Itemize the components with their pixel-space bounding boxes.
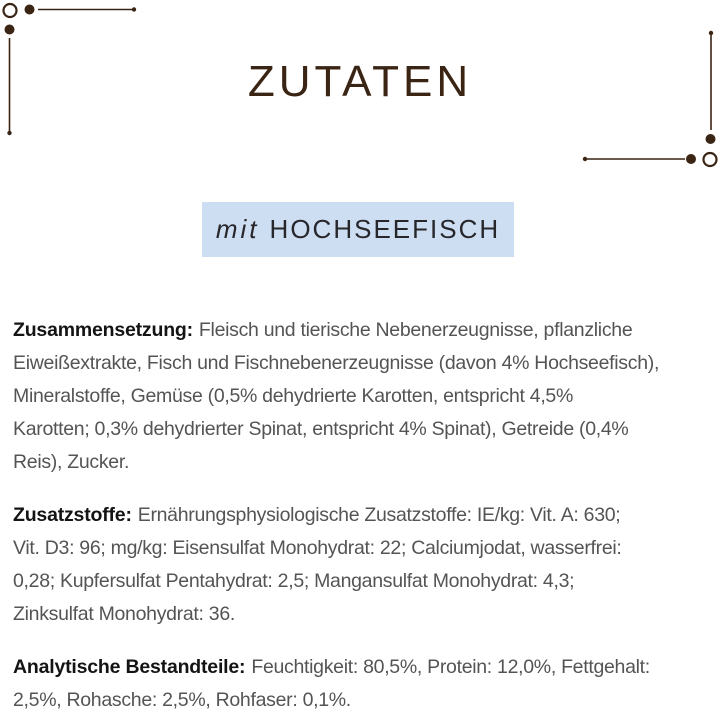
text-line: Vit. D3: 96; mg/kg: Eisensulfat Monohydrat: 22; Calciumjodat, wasserfrei:	[13, 537, 622, 559]
text-line: Reis), Zucker.	[13, 451, 130, 473]
text-line	[13, 651, 716, 684]
text-line: Karotten; 0,3% dehydrierter Spinat, entspricht 4% Spinat), Getreide (0,4%	[13, 418, 629, 440]
section-zusatzstoffe	[13, 499, 716, 631]
variant-badge	[202, 202, 514, 257]
text-span: Feuchtigkeit: 80,5%, Protein: 12,0%, Fettgehalt:	[251, 656, 650, 678]
section-label: Zusammensetzung:	[13, 319, 193, 341]
text-line	[13, 499, 716, 532]
badge-prefix: mit	[215, 214, 260, 244]
text-span: Ernährungsphysiologische Zusatzstoffe: IE/kg: Vit. A: 630;	[137, 504, 621, 526]
text-line: 2,5%, Rohasche: 2,5%, Rohfaser: 0,1%.	[13, 689, 351, 711]
text-line: Eiweißextrakte, Fisch und Fischnebenerzeugnisse (davon 4% Hochseefisch),	[13, 352, 660, 374]
section-label: Zusatzstoffe:	[13, 504, 132, 526]
ingredients-text	[13, 314, 716, 713]
text-span: Fleisch und tierische Nebenerzeugnisse, pflanzliche	[198, 319, 633, 341]
section-analytische-bestandteile	[13, 651, 716, 713]
text-line: 0,28; Kupfersulfat Pentahydrat: 2,5; Mangansulfat Monohydrat: 4,3;	[13, 570, 575, 592]
page-title: ZUTATEN	[247, 57, 473, 106]
text-line	[13, 314, 716, 347]
text-line: Mineralstoffe, Gemüse (0,5% dehydrierte Karotten, entspricht 4,5%	[13, 385, 574, 407]
text-line: Zinksulfat Monohydrat: 36.	[13, 603, 235, 625]
badge-label: HOCHSEEFISCH	[269, 214, 501, 244]
section-zusammensetzung	[13, 314, 716, 479]
section-label: Analytische Bestandteile:	[13, 656, 246, 678]
